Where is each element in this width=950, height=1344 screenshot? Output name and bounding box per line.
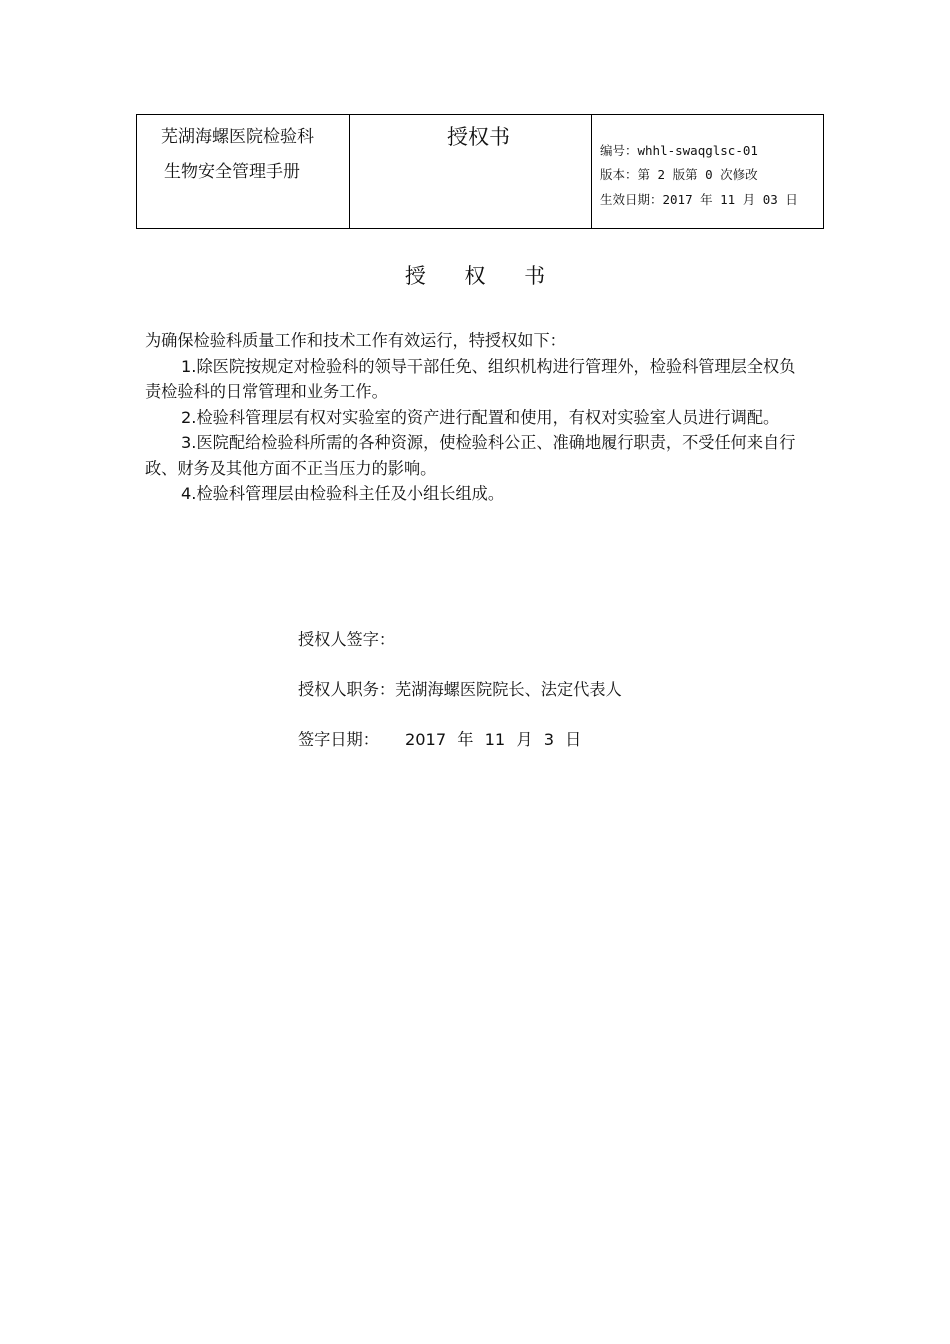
header-meta-cell xyxy=(592,115,824,229)
intro-paragraph: 为确保检验科质量工作和技术工作有效运行，特授权如下： xyxy=(145,331,566,350)
page-title: 授 权 书 xyxy=(404,264,562,288)
signer-label: 授权人签字： xyxy=(298,630,396,649)
document-header-table xyxy=(136,114,824,229)
clause-item: 1.除医院按规定对检验科的领导干部任免、组织机构进行管理外，检验科管理层全权负责检验科的日常管理和业务工作。 xyxy=(145,356,796,401)
effective-date: 生效日期：2017 年 11 月 03 日 xyxy=(600,192,798,207)
authorization-body xyxy=(145,328,810,507)
clause-item: 2.检验科管理层有权对实验室的资产进行配置和使用，有权对实验室人员进行调配。 xyxy=(181,407,780,427)
clause-item: 4.检验科管理层由检验科主任及小组长组成。 xyxy=(181,484,505,503)
signer-position: 授权人职务：芜湖海螺医院院长、法定代表人 xyxy=(298,680,622,699)
signature-date-value: 2017 年 11 月 3 日 xyxy=(404,730,582,749)
doc-version: 版本：第 2 版第 0 次修改 xyxy=(600,167,758,182)
signature-date xyxy=(298,728,581,752)
org-name: 芜湖海螺医院检验科 xyxy=(161,127,314,147)
manual-name: 生物安全管理手册 xyxy=(164,162,300,182)
doc-number: 编号：whhl-swaqglsc-01 xyxy=(600,143,758,158)
signature-date-label: 签字日期： xyxy=(298,730,379,749)
header-org-cell xyxy=(137,115,350,229)
clause-item: 3.医院配给检验科所需的各种资源，使检验科公正、准确地履行职责，不受任何来自行政、财务及其他方面不正当压力的影响。 xyxy=(145,433,796,478)
header-title-cell xyxy=(350,115,592,229)
header-title: 授权书 xyxy=(447,125,510,149)
